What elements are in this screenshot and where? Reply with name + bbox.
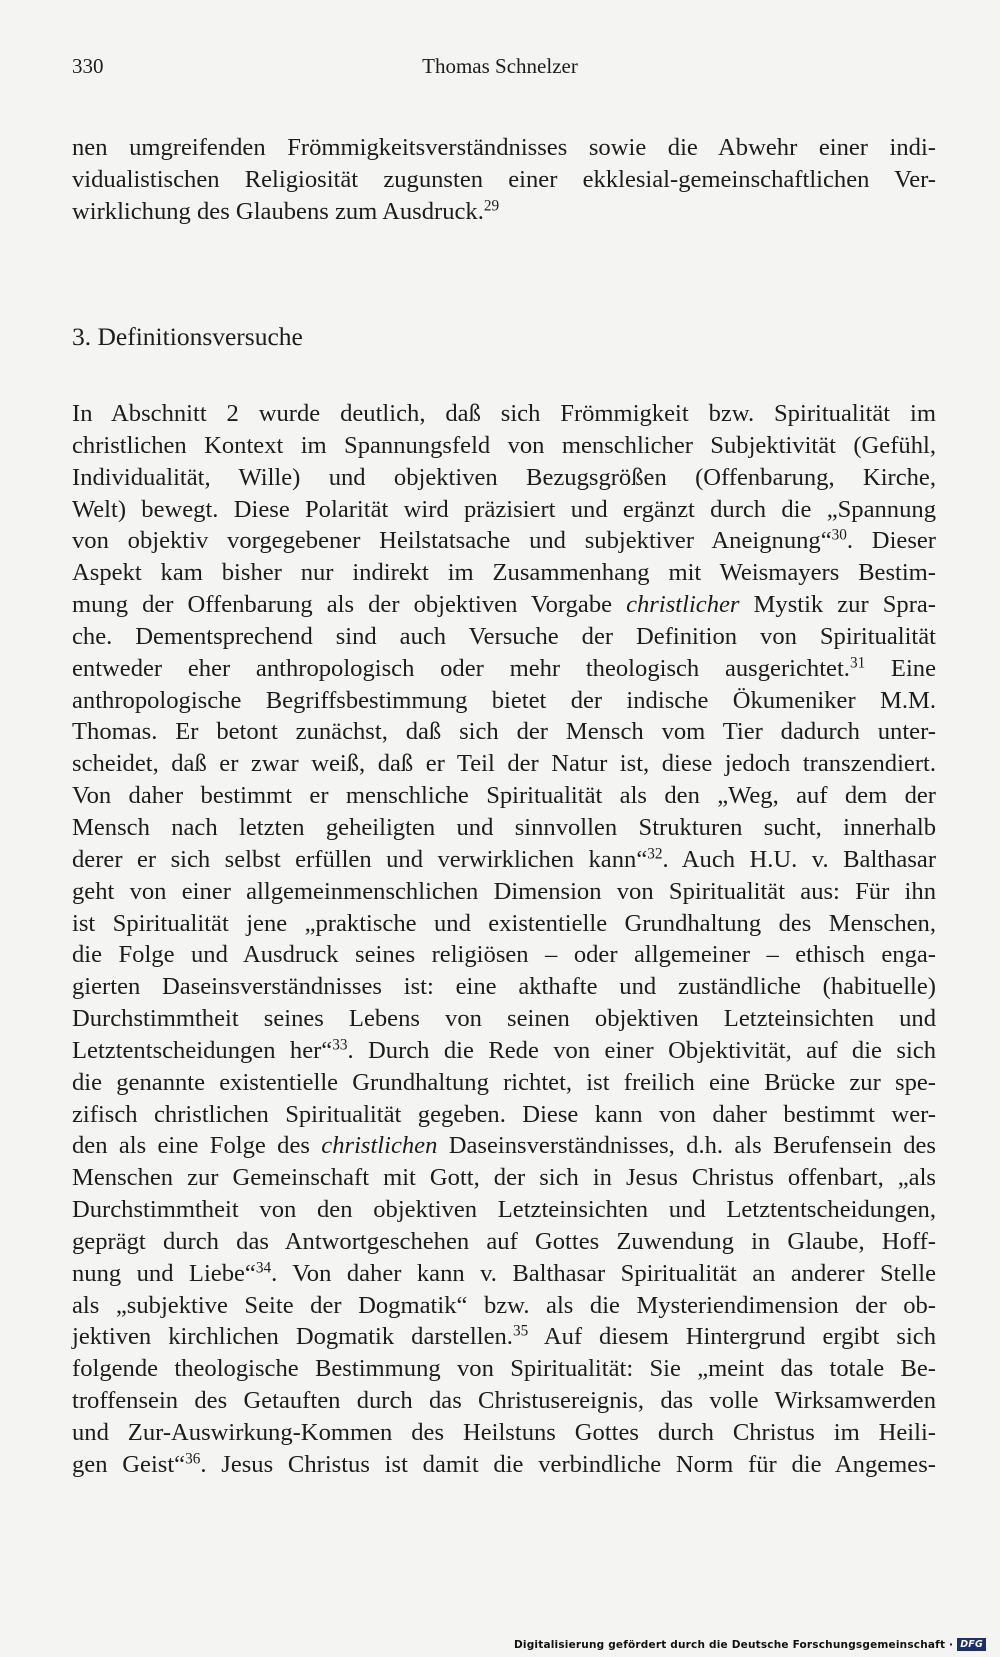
footnote-ref: 33 bbox=[332, 1036, 348, 1054]
main-paragraph bbox=[72, 398, 936, 1481]
text-line: ist Spiritualität jene „praktische und existentielle Grundhaltung des Menschen, bbox=[72, 909, 936, 937]
text-span: nung und Liebe“ bbox=[72, 1259, 256, 1287]
section-heading: 3. Definitionsversuche bbox=[72, 322, 303, 351]
footnote-ref: 35 bbox=[512, 1323, 529, 1341]
footnote-ref: 30 bbox=[831, 527, 847, 544]
text-line: nen umgreifenden Frömmigkeitsverständnisses sowie die Abwehr einer indi- bbox=[72, 134, 936, 161]
text-span: derer er sich selbst erfüllen und verwirklichen kann“ bbox=[72, 845, 648, 873]
text-line: folgende theologische Bestimmung von Spiritualität: Sie „meint das totale Be- bbox=[72, 1355, 936, 1383]
footnote-ref: 29 bbox=[483, 197, 500, 215]
text-line: Von daher bestimmt er menschliche Spiritualität als den „Weg, auf dem der bbox=[72, 782, 936, 810]
text-span: . Auch H.U. v. Balthasar bbox=[662, 845, 937, 873]
text-span: Eine bbox=[865, 654, 936, 682]
text-line: als „subjektive Seite der Dogmatik“ bzw. als die Mysteriendimension der ob- bbox=[72, 1291, 936, 1319]
text-line bbox=[72, 525, 936, 557]
text-line bbox=[72, 589, 936, 621]
text-span: . Jesus Christus ist damit die verbindliche Norm für die Angemes- bbox=[200, 1450, 936, 1478]
text-span: mung der Offenbarung als der objektiven Vorgabe bbox=[72, 591, 627, 619]
text-span: Mystik zur Spra- bbox=[739, 591, 936, 619]
text-line: die Folge und Ausdruck seines religiösen – oder allgemeiner – ethisch enga- bbox=[72, 941, 936, 969]
text-line: Menschen zur Gemeinschaft mit Gott, der sich in Jesus Christus offenbart, „als bbox=[72, 1164, 936, 1192]
text-span: Letztentscheidungen her“ bbox=[72, 1036, 333, 1064]
text-span: jektiven kirchlichen Dogmatik darstellen. bbox=[72, 1323, 513, 1351]
text-line bbox=[72, 1035, 936, 1067]
text-line: Durchstimmtheit von den objektiven Letzteinsichten und Letztentscheidungen, bbox=[72, 1196, 936, 1224]
text-line: che. Dementsprechend sind auch Versuche der Definition von Spiritualität bbox=[72, 622, 936, 650]
text-line bbox=[72, 1130, 936, 1162]
text-line: In Abschnitt 2 wurde deutlich, daß sich Frömmigkeit bzw. Spiritualität im bbox=[72, 400, 936, 427]
emphasis: christlichen bbox=[321, 1132, 438, 1160]
text-span: Daseinsverständnisses, d.h. als Berufensein des bbox=[437, 1132, 936, 1160]
text-span: . Von daher kann v. Balthasar Spiritualität an anderer Stelle bbox=[271, 1259, 936, 1287]
text-line: Mensch nach letzten geheiligten und sinnvollen Strukturen sucht, innerhalb bbox=[72, 813, 936, 841]
emphasis: christlicher bbox=[626, 591, 740, 619]
dfg-logo: DFG bbox=[957, 1638, 986, 1651]
text-line: Individualität, Wille) und objektiven Bezugsgrößen (Offenbarung, Kirche, bbox=[72, 463, 936, 491]
text-line bbox=[72, 653, 936, 685]
footnote-ref: 32 bbox=[647, 845, 663, 863]
text-line: geprägt durch das Antwortgeschehen auf Gottes Zuwendung in Glaube, Hoff- bbox=[72, 1227, 936, 1255]
text-line: scheidet, daß er zwar weiß, daß er Teil der Natur ist, diese jedoch transzendiert. bbox=[72, 750, 936, 778]
footnote-ref: 36 bbox=[185, 1450, 201, 1468]
text-line bbox=[72, 844, 936, 876]
running-title: Thomas Schnelzer bbox=[422, 54, 578, 78]
text-line bbox=[72, 196, 936, 228]
text-line: anthropologische Begriffsbestimmung bietet der indische Ökumeniker M.M. bbox=[72, 686, 936, 714]
text-span: . Durch die Rede von einer Objektivität, auf die sich bbox=[347, 1036, 936, 1064]
text-line: troffensein des Getauften durch das Christusereignis, das volle Wirksamwerden bbox=[72, 1387, 936, 1415]
credit-text: Digitalisierung gefördert durch die Deutsche Forschungsgemeinschaft · bbox=[514, 1638, 954, 1651]
text-line bbox=[72, 1258, 936, 1290]
text-span: Auf diesem Hintergrund ergibt sich bbox=[528, 1323, 936, 1351]
text-line: die genannte existentielle Grundhaltung richtet, ist freilich eine Brücke zur spe- bbox=[72, 1068, 936, 1096]
text-line: Aspekt kam bisher nur indirekt im Zusammenhang mit Weismayers Bestim- bbox=[72, 559, 936, 587]
text-span: wirklichung des Glaubens zum Ausdruck. bbox=[72, 197, 484, 225]
text-line: und Zur-Auswirkung-Kommen des Heilstuns Gottes durch Christus im Heili- bbox=[72, 1419, 936, 1446]
text-line: Durchstimmtheit seines Lebens von seinen objektiven Letzteinsichten und bbox=[72, 1005, 936, 1033]
text-span: gen Geist“ bbox=[72, 1450, 186, 1478]
text-span: von objektiv vorgegebener Heilstatsache und subjektiver Aneignung“ bbox=[72, 527, 832, 555]
text-line: Welt) bewegt. Diese Polarität wird präzisiert und ergänzt durch die „Spannung bbox=[72, 495, 936, 523]
text-line: Thomas. Er betont zunächst, daß sich der Mensch vom Tier dadurch unter- bbox=[72, 718, 936, 746]
text-line: vidualistischen Religiosität zugunsten einer ekklesial-gemeinschaftlichen Ver- bbox=[72, 165, 936, 193]
text-span: entweder eher anthropologisch oder mehr theologisch ausgerichtet. bbox=[72, 654, 850, 682]
text-line: zifisch christlichen Spiritualität gegeben. Diese kann von daher bestimmt wer- bbox=[72, 1100, 936, 1128]
footnote-ref: 31 bbox=[849, 654, 866, 672]
running-head bbox=[72, 54, 928, 84]
text-line bbox=[72, 1449, 936, 1481]
text-line: christlichen Kontext im Spannungsfeld von menschlicher Subjektivität (Gefühl, bbox=[72, 431, 936, 459]
page-number: 330 bbox=[72, 54, 104, 78]
intro-paragraph bbox=[72, 132, 936, 228]
text-line: geht von einer allgemeinmenschlichen Dimension von Spiritualität aus: Für ihn bbox=[72, 877, 936, 905]
text-line bbox=[72, 1321, 936, 1353]
text-span: den als eine Folge des bbox=[72, 1132, 322, 1160]
digitization-credit bbox=[514, 1638, 986, 1651]
text-line: gierten Daseinsverständnisses ist: eine akthafte und zuständliche (habituelle) bbox=[72, 973, 936, 1001]
footnote-ref: 34 bbox=[255, 1259, 272, 1277]
text-span: . Dieser bbox=[846, 527, 936, 555]
